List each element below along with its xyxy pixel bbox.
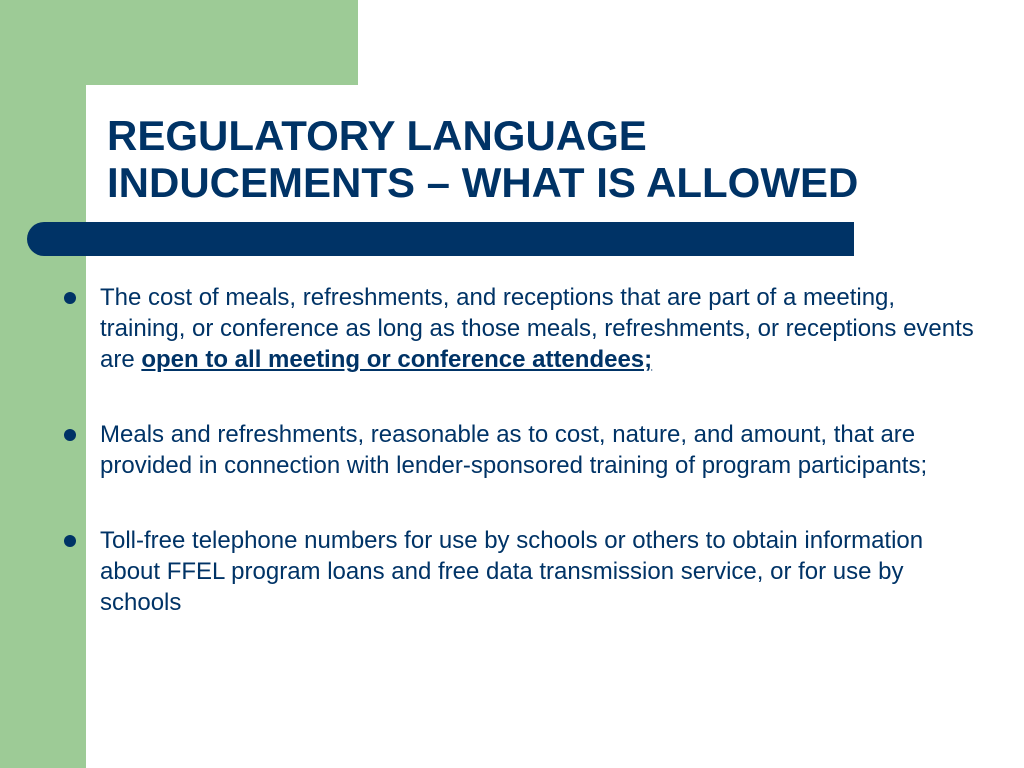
bullet-item-toll-free	[62, 525, 982, 618]
green-top-block	[0, 0, 358, 85]
bullet-emphasis: open to all meeting or conference attendees;	[141, 346, 653, 373]
title-underline-bar	[27, 222, 854, 256]
bullet-list	[62, 282, 982, 662]
bullet-text: Meals and refreshments, reasonable as to cost, nature, and amount, that are provided in connection with lender-sponsored training of program participants;	[100, 421, 928, 479]
bullet-text: The cost of meals, refreshments, and receptions that are part of a meeting, training, or conference as long as those meals, refreshments, or receptions events are	[100, 284, 974, 373]
title-line-1: REGULATORY LANGUAGE	[107, 112, 647, 159]
slide-title	[107, 112, 987, 206]
title-line-2: INDUCEMENTS – WHAT IS ALLOWED	[107, 159, 859, 206]
bullet-text: Toll-free telephone numbers for use by schools or others to obtain information about FFEL program loans and free data transmission service, or for use by schools	[100, 527, 924, 616]
bullet-dot-icon	[64, 535, 76, 547]
bullet-dot-icon	[64, 429, 76, 441]
bullet-item-meals-receptions	[62, 282, 982, 375]
bullet-item-training-meals	[62, 419, 982, 481]
bullet-dot-icon	[64, 292, 76, 304]
